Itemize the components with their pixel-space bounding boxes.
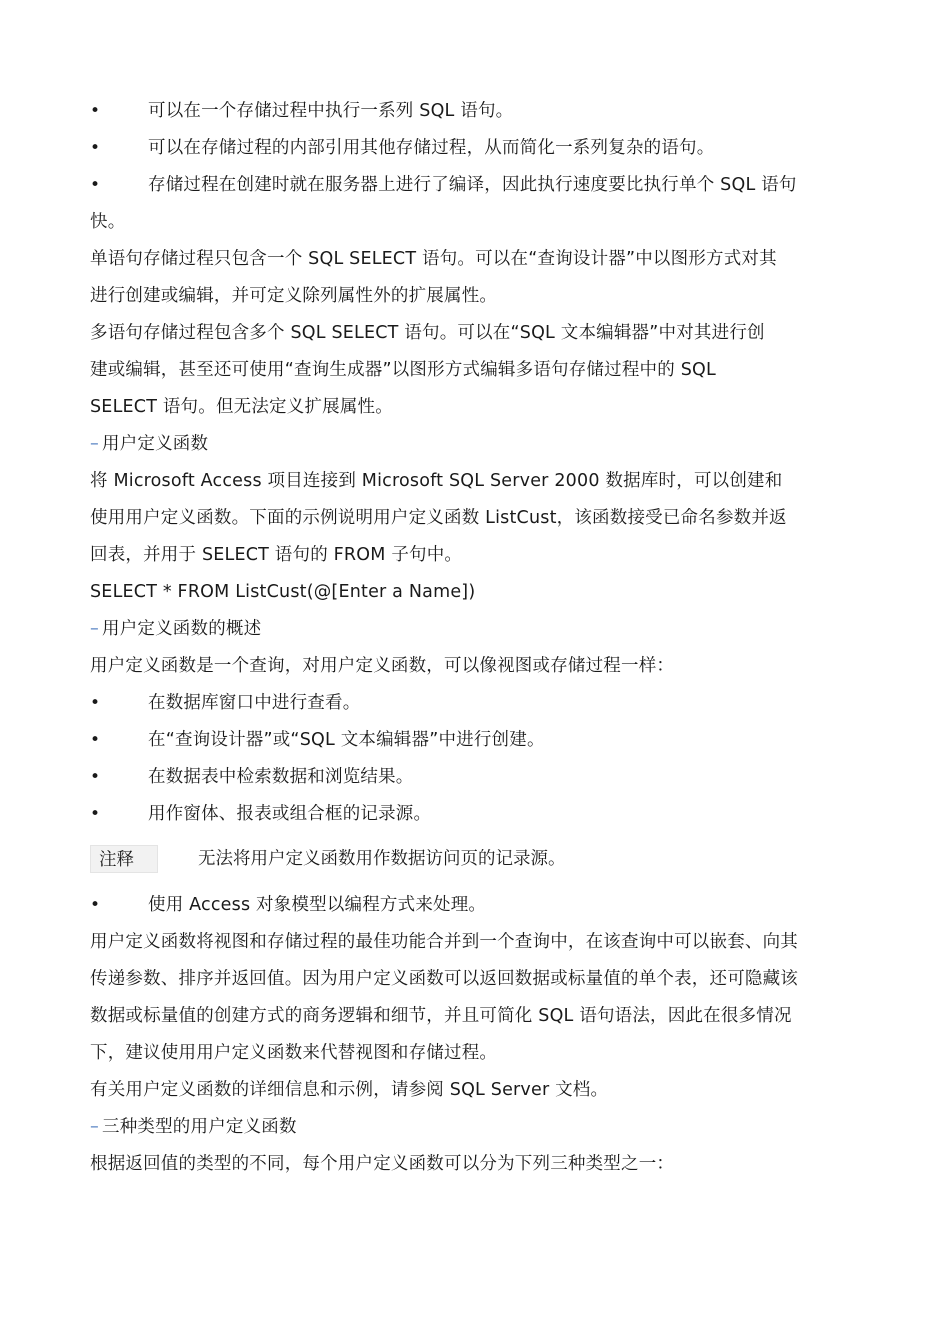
bullet-item (90, 130, 860, 167)
bullet-marker: • (90, 730, 101, 750)
paragraph-line: 用户定义函数将视图和存储过程的最佳功能合并到一个查询中，在该查询中可以嵌套、向其 (90, 932, 798, 952)
bullet-marker: • (90, 767, 101, 787)
bullet-text: 存储过程在创建时就在服务器上进行了编译，因此执行速度要比执行单个 SQL 语句 (148, 175, 797, 195)
bullet-text: 在数据库窗口中进行查看。 (148, 693, 361, 713)
section-heading[interactable] (90, 611, 860, 648)
bullet-item (90, 167, 860, 204)
bullet-marker: • (90, 895, 101, 915)
bullet-text: 使用 Access 对象模型以编程方式来处理。 (148, 895, 487, 915)
bullet-text: 在数据表中检索数据和浏览结果。 (148, 767, 414, 787)
paragraph-line: 进行创建或编辑，并可定义除列属性外的扩展属性。 (90, 286, 498, 306)
heading-dash-icon: – (90, 619, 99, 639)
bullet-text: 在“查询设计器”或“SQL 文本编辑器”中进行创建。 (148, 730, 545, 750)
paragraph-line: 使用用户定义函数。下面的示例说明用户定义函数 ListCust，该函数接受已命名参数并返 (90, 508, 787, 528)
bullet-text: 可以在存储过程的内部引用其他存储过程，从而简化一系列复杂的语句。 (148, 138, 715, 158)
bullet-item (90, 887, 860, 924)
heading-text: 三种类型的用户定义函数 (102, 1117, 297, 1137)
bullet-marker: • (90, 175, 101, 195)
bullet-marker: • (90, 804, 101, 824)
section-heading[interactable] (90, 1109, 860, 1146)
bullet-item (90, 796, 860, 833)
paragraph-line: 回表，并用于 SELECT 语句的 FROM 子句中。 (90, 545, 463, 565)
section-heading[interactable] (90, 426, 860, 463)
bullet-text: 可以在一个存储过程中执行一系列 SQL 语句。 (148, 101, 514, 121)
bullet-item (90, 685, 860, 722)
paragraph-line: 数据或标量值的创建方式的商务逻辑和细节，并且可简化 SQL 语句语法，因此在很多情况 (90, 1006, 792, 1026)
paragraph-line: 单语句存储过程只包含一个 SQL SELECT 语句。可以在“查询设计器”中以图形方式对其 (90, 249, 777, 269)
paragraph-line: 用户定义函数是一个查询，对用户定义函数，可以像视图或存储过程一样： (90, 656, 675, 676)
paragraph-line: 有关用户定义函数的详细信息和示例，请参阅 SQL Server 文档。 (90, 1080, 609, 1100)
bullet-marker: • (90, 138, 101, 158)
note-callout (90, 845, 860, 875)
paragraph-line: 下，建议使用用户定义函数来代替视图和存储过程。 (90, 1043, 498, 1063)
bullet-marker: • (90, 693, 101, 713)
heading-dash-icon: – (90, 434, 99, 454)
note-text: 无法将用户定义函数用作数据访问页的记录源。 (198, 849, 566, 869)
heading-dash-icon: – (90, 1117, 99, 1137)
bullet-item (90, 722, 860, 759)
heading-text: 用户定义函数的概述 (102, 619, 262, 639)
bullet-marker: • (90, 101, 101, 121)
paragraph-line: SELECT 语句。但无法定义扩展属性。 (90, 397, 393, 417)
paragraph-line: 多语句存储过程包含多个 SQL SELECT 语句。可以在“SQL 文本编辑器”中对其进行创 (90, 323, 765, 343)
paragraph-line: 建或编辑，甚至还可使用“查询生成器”以图形方式编辑多语句存储过程中的 SQL (90, 360, 716, 380)
code-example: SELECT * FROM ListCust(@[Enter a Name]) (90, 582, 476, 602)
bullet-item (90, 759, 860, 796)
heading-text: 用户定义函数 (102, 434, 209, 454)
paragraph-line: 根据返回值的类型的不同，每个用户定义函数可以分为下列三种类型之一： (90, 1154, 675, 1174)
bullet-wrap-text: 快。 (90, 212, 126, 232)
paragraph-line: 将 Microsoft Access 项目连接到 Microsoft SQL Server 2000 数据库时，可以创建和 (90, 471, 783, 491)
note-label: 注释 (90, 845, 158, 873)
bullet-text: 用作窗体、报表或组合框的记录源。 (148, 804, 432, 824)
document-page (90, 93, 860, 1183)
paragraph-line: 传递参数、排序并返回值。因为用户定义函数可以返回数据或标量值的单个表，还可隐藏该 (90, 969, 798, 989)
bullet-item (90, 93, 860, 130)
